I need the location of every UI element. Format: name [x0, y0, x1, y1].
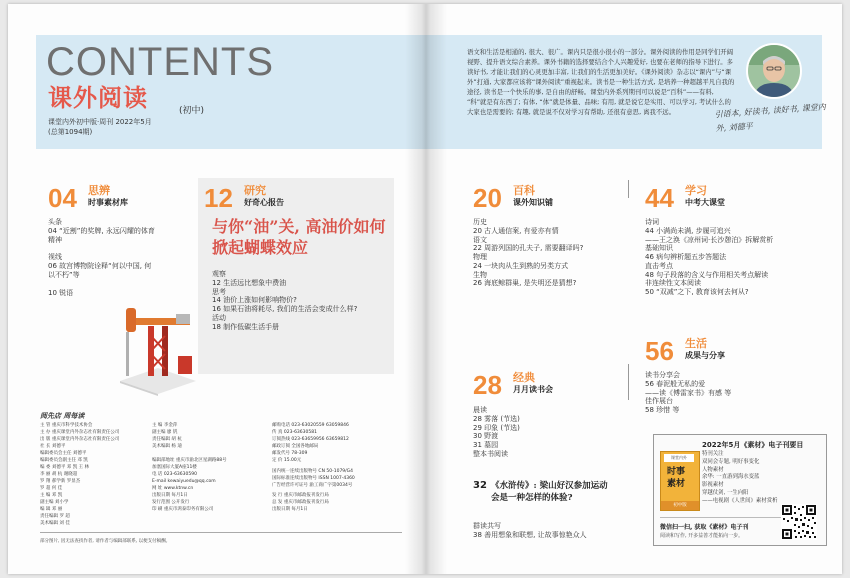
list-item: 历史 [473, 218, 487, 226]
masthead-line: 广告经营许可证号 渝工商广字第0034号 [272, 483, 353, 488]
list-item[interactable]: 56 春泥般无私的爱 [645, 379, 706, 388]
list-item[interactable]: 20 古人通信案, 有爱亦有情 [473, 226, 559, 235]
editor-portrait [746, 43, 802, 99]
list-item[interactable]: 12 生活远比想象中费油 [212, 278, 287, 287]
magazine-level: (初中) [179, 106, 205, 116]
section-12-headline[interactable]: 与你“油”关, 高油价如何掀起蝴蝶效应 [212, 217, 386, 257]
list-item: 群读共写 [473, 522, 501, 530]
masthead-line: 总 发 重庆市邮政报刊发行局 [272, 500, 329, 505]
cover-footer: 初中版 [661, 501, 699, 510]
list-item[interactable]: 44 小满尚未满, 步履可追兴 [645, 226, 731, 235]
list-item[interactable]: 22 周游列国的孔夫子, 需要翻译吗? [473, 244, 584, 253]
list-item: 人物素材 [702, 466, 724, 473]
magazine-title: 课外阅读 [48, 84, 148, 112]
list-item: 语文 [473, 235, 487, 244]
masthead-line: 主 办 重庆课堂内外杂志社有限责任公司 [40, 430, 120, 435]
section-04-number: 04 [48, 183, 77, 213]
section-12-number: 12 [204, 183, 233, 213]
masthead-line: 出版日期 每月1日 [152, 493, 188, 498]
list-item[interactable]: ——王之涣《凉州词·长沙憩泊》拆解赏析 [645, 235, 774, 244]
masthead-line: 加塞国际大厦A座11楼 [152, 465, 197, 470]
section-56-title: 生活 [685, 337, 707, 350]
section-56-number: 56 [645, 336, 674, 366]
masthead-line: 国内统一连续出版物号 CN 50-1079/G4 [272, 469, 354, 474]
section-12-title: 研究 [244, 184, 266, 197]
masthead-line: 副主编 刘小学 [40, 500, 69, 505]
list-item[interactable]: 46 病句辨析题五步答题法 [645, 253, 727, 261]
section-28-number: 28 [473, 370, 502, 400]
oil-pump-illustration [118, 286, 198, 396]
list-item: 双同会专题, 明好事变化 [702, 458, 760, 465]
list-item[interactable]: 31 墓园 [473, 441, 499, 449]
section-04-subtitle: 时事素材库 [88, 198, 128, 207]
editor-introduction: 语文和生活是相通的, 很大、很广。课内只是很小很小的一部分。课外阅读的作用是同学们开阔视野、提升语文综合素养。课外书籍的选择要结合个人兴趣爱好, 也要在老师的指导下进行。多读好书, 才能让我们的心灵更加丰富, 让我们的生活更加美好。《课外阅读》杂志以“课内”与“课外”打通, 大家都应该将“课外阅读”重视起来。读书是一种生活方式, 是培养一种超越平凡自我的途径, 读书是一个快乐的事, 是自由的舒畅。课堂内外系列期刊可以说是“百科”——有料, “科”就是有东西了; 有体, “体”就是体量、品味; 有用, 就是说它是实用、可以学习, 考试什么的大家也是需要的; 有趣, 就是说不仅对学习有帮助, 还很有意思, 离我不远。 [467, 48, 735, 116]
section-04-title: 思辨 [88, 184, 110, 197]
issue-number: (总第1094期) [48, 128, 93, 136]
list-item: 整本书阅读 [473, 449, 508, 458]
list-item[interactable]: 29 印象 (节选) [473, 423, 520, 432]
list-item[interactable]: 视线 [48, 253, 62, 262]
masthead-line: 网 址 www.ktnw.cn [152, 486, 194, 491]
section-44-number: 44 [645, 183, 674, 213]
editors-signature: 阅先店 周每读 [40, 411, 85, 420]
list-item[interactable]: 14 油价上涨如何影响物价? [212, 296, 297, 305]
masthead-line: 编辑委员会副主任 邓 凯 [40, 458, 88, 463]
masthead-line: 编辑委员会主任 刘德平 [40, 451, 87, 456]
promo-title: 2022年5月《素材》电子刊要目 [702, 441, 804, 449]
cover-title-line2: 素材 [667, 479, 686, 489]
list-item[interactable]: 58 珍惜 等 [645, 406, 680, 414]
masthead-line: 出版日期 每月1日 [272, 507, 308, 512]
masthead-line: 编辑部地址 重庆市渝北区星湖路88号 [152, 458, 227, 463]
list-item: ——电视剧《人世间》素材赏析 [702, 497, 778, 504]
footer-divider [40, 532, 402, 533]
masthead-line: 邮发代号 78-309 [272, 451, 308, 456]
masthead-line: 责任编辑 胡 杭 [152, 437, 182, 442]
masthead-line: 出 版 重庆课堂内外杂志社有限责任公司 [40, 437, 120, 442]
list-item: 晨读 [473, 406, 487, 414]
masthead-line: 编 委 刘德平 邓 凯 王 林 [40, 465, 90, 470]
cover-badge: 课堂内外 [664, 454, 694, 462]
list-item: 余华: 一直游到海水变蓝 [702, 474, 760, 481]
section-28-headline-number: 32 [473, 480, 487, 491]
magazine-cover-thumbnail [660, 451, 700, 511]
section-56-list [645, 371, 825, 415]
list-item: 观察 [212, 270, 226, 278]
masthead-line: 编 辑 邓 丽 [40, 507, 63, 512]
masthead-line: 邮购电话 023-63020559 63059846 [272, 423, 349, 428]
list-item[interactable]: 26 海底鲸群巢, 是失明还是猜想? [473, 279, 577, 288]
contents-heading: CONTENTS [46, 40, 274, 84]
masthead-line: 副主编 廖 钒 [152, 430, 178, 435]
section-20-subtitle: 课外知识铺 [513, 198, 553, 207]
qr-code-icon[interactable] [781, 504, 817, 540]
section-56-subtitle: 成果与分享 [685, 351, 725, 360]
list-item: 穿越仗剑, 一生向阳 [702, 490, 749, 497]
section-28-list [473, 406, 623, 459]
list-item: 佳作展台 [645, 397, 673, 406]
list-item: 基础知识 [645, 244, 673, 253]
list-item[interactable]: 24 一块肉从生到熟的另类方式 [473, 261, 569, 270]
list-item[interactable]: 04 “近割”的奖牌, 永远闪耀的体育 [48, 226, 155, 235]
list-item[interactable]: 头条 [48, 218, 62, 226]
masthead-line: 邮政订阅 全国各地邮局 [272, 444, 319, 449]
section-28-title: 经典 [513, 371, 535, 384]
list-item[interactable]: 以不朽”等 [48, 270, 80, 279]
masthead-line: 国际标准连续出版物号 ISSN 1007-4360 [272, 476, 355, 481]
column-divider [628, 180, 629, 198]
section-28-subtitle: 月月读书会 [513, 385, 553, 394]
masthead-line: 发 行 重庆市邮政报刊发行局 [272, 493, 329, 498]
section-12-list [212, 270, 397, 331]
masthead-line: 传 真 023-63630581 [272, 430, 317, 435]
section-28-headline[interactable]: 《水浒传》: 梁山好汉参加运动会是一种怎样的体验? [491, 481, 608, 504]
list-item[interactable]: 38 善用想象和联想, 让故事惊艳众人 [473, 530, 587, 539]
masthead-line: 美术编辑 杨 迪 [152, 444, 182, 449]
list-item: 非连续性文本阅读 [645, 279, 701, 288]
masthead-line: 责任编辑 罗 超 [40, 514, 70, 519]
list-item[interactable]: 06 故宫博物院诠释“何以中国, 何 [48, 262, 152, 270]
section-20-title: 百科 [513, 184, 535, 197]
list-item: 诗词 [645, 218, 659, 226]
section-44-list [645, 218, 825, 297]
masthead-line: 印 刷 重庆市鸿泰印务有限公司 [152, 507, 214, 512]
section-28-tail [473, 522, 633, 540]
masthead [40, 412, 400, 532]
section-44-title: 学习 [685, 184, 707, 197]
masthead-line: 主 管 重庆市科学技术协会 [40, 423, 93, 428]
handwritten-signature: 引语本, 好读书, 读好书, 课堂内外, 刘德平 [714, 102, 826, 133]
masthead-line: 李 丽 胡 杭 谢晓超 [40, 472, 78, 477]
issue-info: 课堂内外初中版·周刊 2022年5月 [48, 118, 152, 126]
list-item: 直击考点 [645, 261, 673, 270]
masthead-line: 电 话 023-63630590 [152, 472, 197, 477]
masthead-line: 罗 超 何 佳 [40, 486, 63, 491]
masthead-line: 社 长 刘德平 [40, 444, 66, 449]
list-item[interactable]: 50 “双减”之下, 教育该何去何从? [645, 288, 749, 296]
masthead-line: E-mail kewaiyuedu@qq.com [152, 479, 216, 484]
list-item: 读书分享会 [645, 371, 680, 379]
section-20-list [473, 218, 623, 288]
masthead-line: 美术编辑 刘 佳 [40, 521, 70, 526]
promo-cta: 微信扫一扫, 获取《素材》电子刊 [660, 524, 749, 531]
list-item[interactable]: 18 制作低碳生活手册 [212, 322, 280, 331]
left-page [8, 4, 425, 574]
section-44-subtitle: 中考大课堂 [685, 198, 725, 207]
list-item: 思考 [212, 287, 226, 296]
list-item: 影视素材 [702, 482, 724, 489]
masthead-line: 主 编 李金萍 [152, 423, 178, 428]
list-item[interactable]: 16 如果石油将耗尽, 我们的生活会变成什么样? [212, 305, 358, 313]
masthead-line: 发行范围 公开发行 [152, 500, 190, 505]
list-item[interactable]: 10 锐语 [48, 288, 74, 297]
list-item: 物理 [473, 253, 487, 261]
promo-divider [660, 517, 784, 518]
list-item[interactable]: 48 句子段落的含义与作用相关考点解读 [645, 270, 769, 279]
masthead-line: 罗 翔 郝学新 罗显杰 [40, 479, 81, 484]
section-12-subtitle: 好奇心报告 [244, 198, 284, 207]
list-item[interactable]: 30 野渡 [473, 432, 499, 441]
promo-item-list [702, 451, 792, 506]
column-divider [628, 364, 629, 400]
section-20-number: 20 [473, 183, 502, 213]
list-item: 生物 [473, 270, 487, 279]
list-item: 活动 [212, 313, 226, 322]
cover-title-line1: 时事 [667, 467, 686, 477]
promo-cta-sub: 阅读和写作, 开多益善才能拓向一步。 [660, 533, 744, 539]
list-item: 特刊关注 [702, 451, 724, 457]
list-item[interactable]: 28 雾落 (节选) [473, 414, 520, 423]
copyright-footnote: 部分图片, 因无法查找作者, 请作者与编辑部联系, 以便支付稿酬。 [40, 539, 171, 544]
masthead-line: 主 编 邓 凯 [40, 493, 63, 498]
list-item[interactable]: 精神 [48, 235, 62, 244]
list-item [48, 244, 188, 253]
right-page [425, 4, 842, 574]
masthead-line: 订阅热线 023-63659956 63659812 [272, 437, 349, 442]
magazine-spread [8, 4, 842, 574]
list-item[interactable]: ——读《傅雷家书》有感 等 [645, 388, 732, 397]
masthead-line: 定 价 15.00元 [272, 458, 302, 463]
